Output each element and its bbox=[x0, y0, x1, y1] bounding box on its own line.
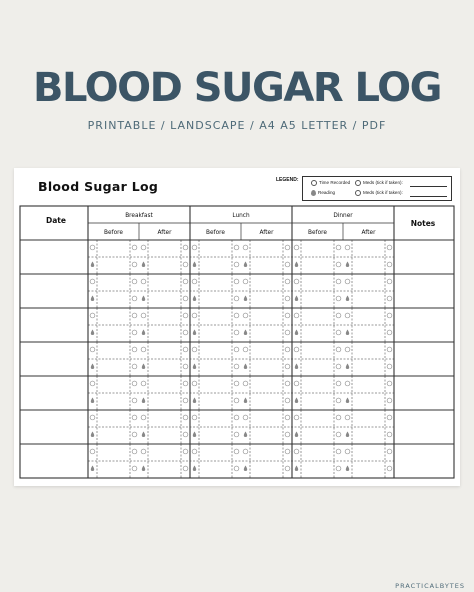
clock-icon bbox=[192, 449, 197, 454]
meds-checkbox[interactable] bbox=[387, 347, 392, 352]
clock-icon bbox=[90, 415, 95, 420]
meds-checkbox[interactable] bbox=[183, 381, 188, 386]
droplet-icon bbox=[346, 363, 349, 369]
meds-checkbox[interactable] bbox=[387, 330, 392, 335]
droplet-icon bbox=[91, 295, 94, 300]
meal-header-dinner: Dinner bbox=[333, 213, 353, 219]
meds-checkbox[interactable] bbox=[234, 364, 239, 369]
meds-checkbox[interactable] bbox=[183, 415, 188, 420]
meds-checkbox[interactable] bbox=[183, 245, 188, 250]
droplet-icon bbox=[346, 431, 349, 437]
clock-icon bbox=[243, 381, 248, 386]
meds-checkbox[interactable] bbox=[132, 449, 137, 454]
droplet-icon bbox=[91, 363, 94, 369]
meds-checkbox[interactable] bbox=[336, 262, 341, 267]
clock-icon bbox=[192, 279, 197, 284]
droplet-icon bbox=[142, 363, 145, 369]
droplet-icon bbox=[346, 329, 349, 335]
clock-icon bbox=[141, 381, 146, 386]
meds-checkbox[interactable] bbox=[234, 296, 239, 301]
clock-icon bbox=[192, 415, 197, 420]
legend-time-label: Time Recorded bbox=[319, 180, 351, 186]
meds-checkbox[interactable] bbox=[285, 347, 290, 352]
clock-icon bbox=[90, 279, 95, 284]
meds-checkbox[interactable] bbox=[387, 398, 392, 403]
meds-checkbox[interactable] bbox=[234, 398, 239, 403]
meds-checkbox[interactable] bbox=[183, 398, 188, 403]
droplet-icon bbox=[142, 397, 145, 403]
clock-icon bbox=[192, 245, 197, 250]
clock-icon bbox=[294, 415, 299, 420]
subheader-dinner-before: Before bbox=[308, 230, 327, 236]
subheader-lunch-before: Before bbox=[206, 230, 225, 236]
clock-icon bbox=[192, 313, 197, 318]
droplet-icon bbox=[193, 295, 196, 300]
meds-checkbox[interactable] bbox=[336, 279, 341, 284]
meds-checkbox[interactable] bbox=[234, 432, 239, 437]
meds-checkbox[interactable] bbox=[336, 415, 341, 420]
meds-checkbox[interactable] bbox=[132, 398, 137, 403]
meds-checkbox[interactable] bbox=[336, 330, 341, 335]
droplet-icon bbox=[193, 329, 196, 335]
meds-checkbox[interactable] bbox=[183, 466, 188, 471]
meds-checkbox[interactable] bbox=[234, 262, 239, 267]
droplet-icon bbox=[295, 363, 298, 369]
droplet-icon bbox=[193, 431, 196, 437]
legend-label: LEGEND: bbox=[276, 177, 299, 183]
meds-checkbox[interactable] bbox=[336, 296, 341, 301]
meds-checkbox[interactable] bbox=[132, 381, 137, 386]
droplet-icon bbox=[193, 465, 196, 471]
clock-icon bbox=[90, 347, 95, 352]
meds-checkbox[interactable] bbox=[336, 313, 341, 318]
meds-checkbox[interactable] bbox=[387, 415, 392, 420]
droplet-icon bbox=[244, 363, 247, 369]
meds-checkbox[interactable] bbox=[387, 313, 392, 318]
droplet-icon bbox=[142, 295, 145, 300]
log-table bbox=[14, 168, 460, 486]
meds-checkbox[interactable] bbox=[183, 262, 188, 267]
droplet-icon bbox=[244, 261, 247, 267]
droplet-icon bbox=[346, 295, 349, 300]
clock-icon bbox=[243, 245, 248, 250]
droplet-icon bbox=[295, 397, 298, 403]
clock-icon bbox=[141, 415, 146, 420]
meds-checkbox[interactable] bbox=[285, 262, 290, 267]
meds-checkbox[interactable] bbox=[132, 415, 137, 420]
meal-header-breakfast: Breakfast bbox=[125, 213, 153, 219]
meds-checkbox[interactable] bbox=[183, 330, 188, 335]
date-header: Date bbox=[46, 216, 66, 225]
droplet-icon bbox=[142, 431, 145, 437]
meds-checkbox[interactable] bbox=[234, 415, 239, 420]
droplet-icon bbox=[244, 465, 247, 471]
clock-icon bbox=[243, 347, 248, 352]
meds-checkbox[interactable] bbox=[285, 313, 290, 318]
meds-checkbox[interactable] bbox=[285, 381, 290, 386]
clock-icon bbox=[192, 381, 197, 386]
meds-checkbox[interactable] bbox=[234, 449, 239, 454]
clock-icon bbox=[141, 245, 146, 250]
meds-checkbox[interactable] bbox=[387, 449, 392, 454]
clock-icon bbox=[243, 415, 248, 420]
log-sheet bbox=[14, 168, 460, 486]
droplet-icon bbox=[295, 261, 298, 267]
clock-icon bbox=[345, 245, 350, 250]
droplet-icon bbox=[91, 431, 94, 437]
droplet-icon bbox=[142, 261, 145, 267]
droplet-icon bbox=[346, 397, 349, 403]
clock-icon bbox=[243, 449, 248, 454]
meds-checkbox[interactable] bbox=[387, 364, 392, 369]
legend-meds-label-1: Meds (tick if taken): bbox=[363, 180, 403, 186]
clock-icon bbox=[345, 449, 350, 454]
droplet-icon bbox=[193, 397, 196, 403]
meds-checkbox[interactable] bbox=[336, 466, 341, 471]
meds-checkbox[interactable] bbox=[132, 466, 137, 471]
clock-icon bbox=[141, 449, 146, 454]
clock-icon bbox=[345, 279, 350, 284]
meds-checkbox[interactable] bbox=[336, 364, 341, 369]
meds-checkbox[interactable] bbox=[234, 347, 239, 352]
legend-reading-label: Reading bbox=[318, 190, 336, 196]
meds-checkbox[interactable] bbox=[336, 245, 341, 250]
droplet-icon bbox=[244, 329, 247, 335]
meds-checkbox[interactable] bbox=[132, 347, 137, 352]
meds-checkbox[interactable] bbox=[336, 432, 341, 437]
hero-title: BLOOD SUGAR LOG bbox=[33, 65, 441, 111]
droplet-icon bbox=[244, 431, 247, 437]
meds-checkbox[interactable] bbox=[336, 347, 341, 352]
droplet-icon bbox=[91, 261, 94, 267]
meds-checkbox[interactable] bbox=[387, 466, 392, 471]
clock-icon bbox=[90, 245, 95, 250]
meds-checkbox[interactable] bbox=[285, 279, 290, 284]
droplet-icon bbox=[142, 465, 145, 471]
clock-icon bbox=[294, 313, 299, 318]
subheader-breakfast-after: After bbox=[157, 230, 172, 236]
meds-checkbox[interactable] bbox=[132, 432, 137, 437]
meds-checkbox[interactable] bbox=[285, 245, 290, 250]
meds-checkbox[interactable] bbox=[285, 449, 290, 454]
meds-checkbox[interactable] bbox=[387, 432, 392, 437]
droplet-icon bbox=[193, 363, 196, 369]
sheet-title: Blood Sugar Log bbox=[38, 179, 159, 194]
notes-header: Notes bbox=[410, 219, 436, 228]
meds-checkbox[interactable] bbox=[183, 313, 188, 318]
footer-brand: PRACTICALBYTES bbox=[395, 582, 465, 590]
meds-checkbox[interactable] bbox=[285, 398, 290, 403]
meal-header-lunch: Lunch bbox=[232, 213, 250, 219]
meds-checkbox[interactable] bbox=[234, 381, 239, 386]
meds-checkbox[interactable] bbox=[132, 364, 137, 369]
droplet-icon bbox=[295, 431, 298, 437]
meds-checkbox[interactable] bbox=[132, 296, 137, 301]
clock-icon bbox=[345, 381, 350, 386]
meds-checkbox[interactable] bbox=[387, 262, 392, 267]
meds-checkbox[interactable] bbox=[285, 330, 290, 335]
clock-icon bbox=[294, 279, 299, 284]
clock-icon bbox=[90, 381, 95, 386]
meds-checkbox[interactable] bbox=[132, 330, 137, 335]
meds-checkbox[interactable] bbox=[387, 381, 392, 386]
meds-checkbox[interactable] bbox=[183, 364, 188, 369]
meds-checkbox[interactable] bbox=[183, 432, 188, 437]
meds-checkbox[interactable] bbox=[183, 449, 188, 454]
meds-checkbox[interactable] bbox=[132, 313, 137, 318]
meds-checkbox[interactable] bbox=[132, 245, 137, 250]
meds-checkbox[interactable] bbox=[387, 245, 392, 250]
clock-icon bbox=[90, 313, 95, 318]
clock-icon bbox=[345, 415, 350, 420]
droplet-icon bbox=[193, 261, 196, 267]
droplet-icon bbox=[295, 295, 298, 300]
droplet-icon bbox=[346, 465, 349, 471]
clock-icon bbox=[294, 449, 299, 454]
meds-checkbox[interactable] bbox=[336, 381, 341, 386]
clock-icon bbox=[294, 381, 299, 386]
meds-checkbox[interactable] bbox=[387, 279, 392, 284]
meds-checkbox[interactable] bbox=[285, 415, 290, 420]
clock-icon bbox=[90, 449, 95, 454]
meds-checkbox[interactable] bbox=[387, 296, 392, 301]
droplet-icon bbox=[244, 397, 247, 403]
clock-icon bbox=[345, 347, 350, 352]
clock-icon bbox=[141, 313, 146, 318]
meds-checkbox[interactable] bbox=[132, 262, 137, 267]
meds-checkbox[interactable] bbox=[285, 364, 290, 369]
meds-checkbox[interactable] bbox=[285, 432, 290, 437]
clock-icon bbox=[294, 347, 299, 352]
meds-checkbox[interactable] bbox=[285, 466, 290, 471]
droplet-icon bbox=[244, 295, 247, 300]
droplet-icon bbox=[91, 397, 94, 403]
clock-icon bbox=[345, 313, 350, 318]
meds-checkbox[interactable] bbox=[234, 330, 239, 335]
meds-checkbox[interactable] bbox=[183, 279, 188, 284]
meds-checkbox[interactable] bbox=[234, 279, 239, 284]
meds-checkbox[interactable] bbox=[132, 279, 137, 284]
subheader-breakfast-before: Before bbox=[104, 230, 123, 236]
droplet-icon bbox=[295, 329, 298, 335]
subheader-dinner-after: After bbox=[361, 230, 376, 236]
legend-meds-label-2: Meds (tick if taken): bbox=[363, 190, 403, 196]
meds-checkbox[interactable] bbox=[285, 296, 290, 301]
clock-icon bbox=[141, 279, 146, 284]
clock-icon bbox=[141, 347, 146, 352]
droplet-icon bbox=[142, 329, 145, 335]
meds-checkbox[interactable] bbox=[336, 398, 341, 403]
clock-icon bbox=[294, 245, 299, 250]
droplet-icon bbox=[91, 329, 94, 335]
subheader-lunch-after: After bbox=[259, 230, 274, 236]
meds-checkbox[interactable] bbox=[183, 296, 188, 301]
hero-subtitle: PRINTABLE / LANDSCAPE / A4 A5 LETTER / PDF bbox=[87, 119, 387, 132]
droplet-icon bbox=[346, 261, 349, 267]
clock-icon bbox=[192, 347, 197, 352]
meds-checkbox[interactable] bbox=[234, 466, 239, 471]
meds-checkbox[interactable] bbox=[234, 245, 239, 250]
clock-icon bbox=[243, 313, 248, 318]
droplet-icon bbox=[295, 465, 298, 471]
meds-checkbox[interactable] bbox=[234, 313, 239, 318]
meds-checkbox[interactable] bbox=[336, 449, 341, 454]
droplet-icon bbox=[91, 465, 94, 471]
clock-icon bbox=[243, 279, 248, 284]
meds-checkbox[interactable] bbox=[183, 347, 188, 352]
